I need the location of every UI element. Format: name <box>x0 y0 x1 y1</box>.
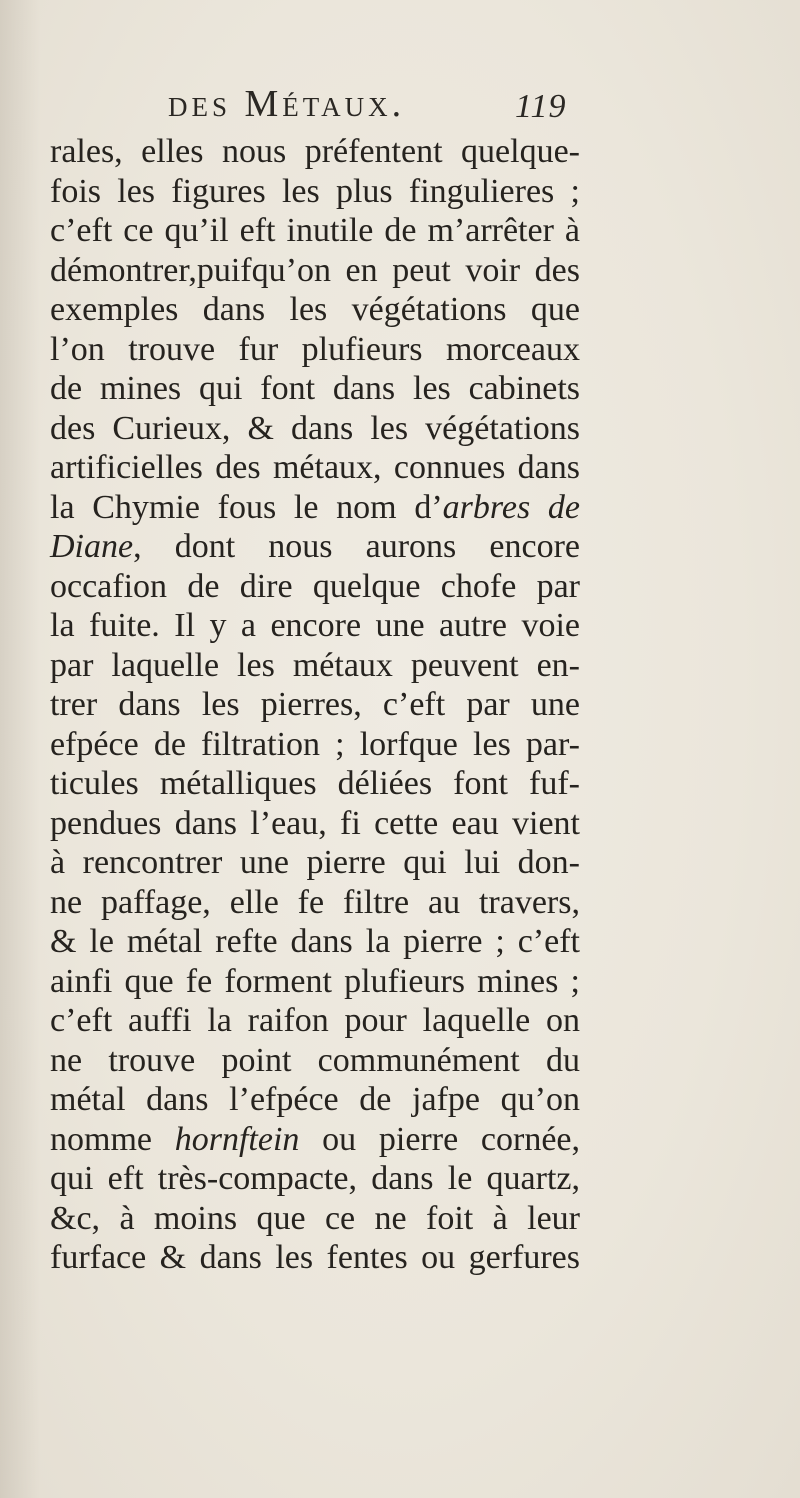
text-line <box>50 883 580 923</box>
text-line <box>50 172 580 212</box>
text-line <box>50 409 580 449</box>
text-line <box>50 488 580 528</box>
text-run: efpéce de filtration ; lorfque les par- <box>50 725 580 763</box>
text-run: de mines qui font dans les cabinets <box>50 370 580 407</box>
text-run: par laquelle les métaux peuvent en- <box>50 646 580 684</box>
text-line <box>50 962 580 1002</box>
page-number: 119 <box>515 88 567 125</box>
text-run: furface & dans les fentes ou gerfures <box>50 1239 580 1276</box>
text-run: ou pierre cornée, <box>299 1120 580 1158</box>
text-line <box>50 448 580 488</box>
text-line <box>50 1159 580 1199</box>
body-text <box>50 132 580 1278</box>
text-run: artificielles des métaux, connues dans <box>50 449 580 486</box>
text-run: &c, à moins que ce ne foit à leur <box>50 1199 580 1237</box>
text-run: exemples dans les végétations que <box>50 291 580 328</box>
text-line <box>50 1080 580 1120</box>
text-run: ticules métalliques déliées font fuf- <box>50 765 580 802</box>
italic-text: hornftein <box>174 1120 300 1158</box>
text-run: trer dans les pierres, c’eft par une <box>50 686 580 723</box>
text-line <box>50 804 580 844</box>
text-run: pendues dans l’eau, fi cette eau vient <box>50 804 580 842</box>
text-line <box>50 251 580 291</box>
text-line <box>50 369 580 409</box>
text-run: rales, elles nous préfentent quelque- <box>50 133 580 170</box>
text-line <box>50 211 580 251</box>
gutter-shadow <box>0 0 40 1498</box>
text-line <box>50 290 580 330</box>
text-run: démontrer,puifqu’on en peut voir des <box>50 251 580 289</box>
text-run: la Chymie fous le nom d’ <box>50 488 443 526</box>
text-line <box>50 1120 580 1160</box>
text-line <box>50 330 580 370</box>
text-line <box>50 685 580 725</box>
text-run: & le métal refte dans la pierre ; c’eft <box>50 923 580 960</box>
text-run: l’on trouve fur plufieurs morceaux <box>50 330 580 368</box>
text-run: ne trouve point communément du <box>50 1041 580 1079</box>
text-run: qui eft très-compacte, dans le quartz, <box>50 1160 580 1197</box>
text-run: métal dans l’efpéce de jafpe qu’on <box>50 1081 580 1118</box>
text-run: ainfi que fe forment plufieurs mines ; <box>50 962 580 1000</box>
text-line <box>50 843 580 883</box>
text-line <box>50 606 580 646</box>
text-line <box>50 725 580 765</box>
text-run: nomme <box>50 1120 175 1158</box>
text-line <box>50 646 580 686</box>
text-line <box>50 922 580 962</box>
running-head-title: des Métaux. <box>168 83 406 125</box>
text-line <box>50 1041 580 1081</box>
text-run: fois les figures les plus fingulieres ; <box>50 172 580 210</box>
text-line <box>50 527 580 567</box>
text-line <box>50 1238 580 1278</box>
text-line <box>50 1199 580 1239</box>
text-run: c’eft ce qu’il eft inutile de m’arrêter à <box>50 212 580 249</box>
italic-text: arbres de <box>442 488 580 526</box>
italic-text: Diane <box>50 528 134 565</box>
text-run: occafion de dire quelque chofe par <box>50 567 580 605</box>
text-line <box>50 764 580 804</box>
text-run: la fuite. Il y a encore une autre voie <box>50 607 580 644</box>
text-run: à rencontrer une pierre qui lui don- <box>50 844 580 881</box>
text-run: ne paffage, elle fe filtre au travers, <box>50 883 580 921</box>
text-run: c’eft auffi la raifon pour laquelle on <box>50 1002 580 1039</box>
text-run: , dont nous aurons encore <box>133 528 580 565</box>
text-line <box>50 567 580 607</box>
running-head <box>0 78 800 138</box>
text-line <box>50 1001 580 1041</box>
text-run: des Curieux, & dans les végétations <box>50 409 580 447</box>
text-line <box>50 132 580 172</box>
